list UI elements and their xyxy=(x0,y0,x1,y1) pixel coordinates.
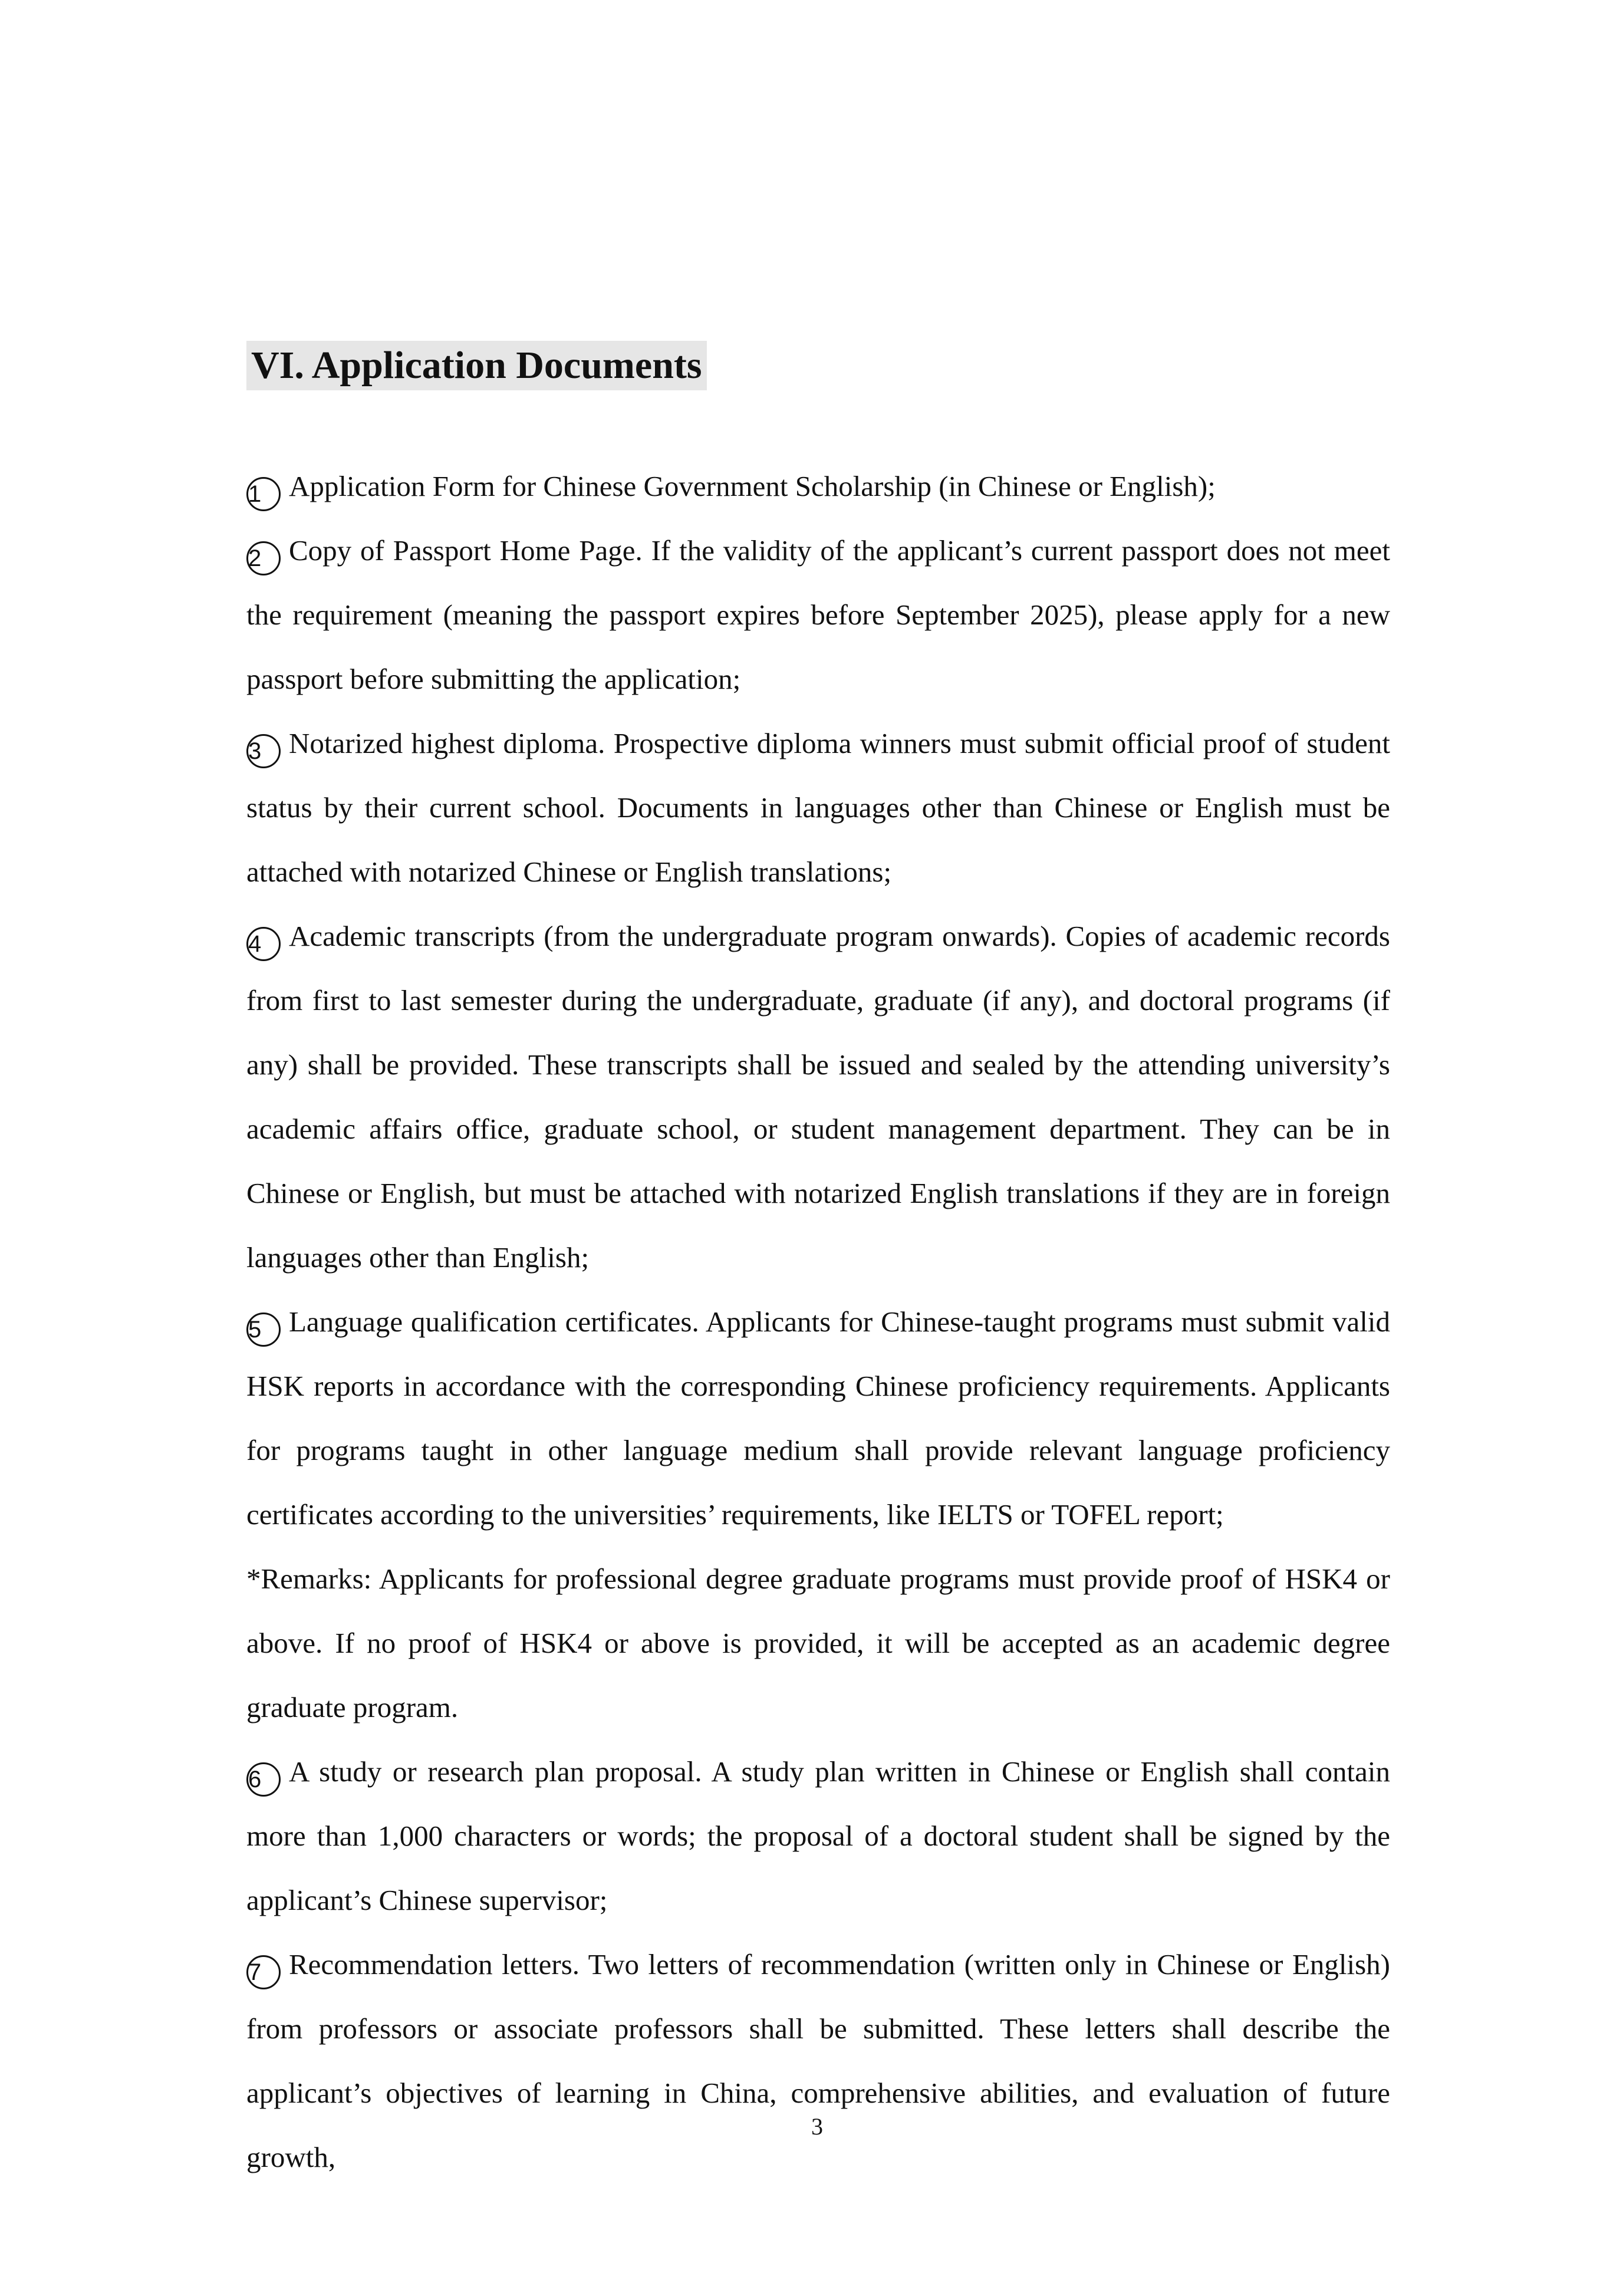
section-heading: VI. Application Documents xyxy=(246,341,707,390)
list-item-recommendation-letters xyxy=(246,1932,1390,2189)
circled-number-6: 6 xyxy=(246,1762,281,1797)
circled-number-4: 4 xyxy=(246,927,281,961)
remarks-text: *Remarks: Applicants for professional degree graduate programs must provide proof of HSK4 or above. If no proof of HSK4 or above is provided, it will be accepted as an academic degree graduate program. xyxy=(246,1563,1390,1723)
circled-number-2: 2 xyxy=(246,541,281,575)
list-item-text: Notarized highest diploma. Prospective diploma winners must submit official proof of student status by their current school. Documents in languages other than Chinese or English must be attached with notarized Chinese or English translations; xyxy=(246,727,1390,888)
list-item-text: Recommendation letters. Two letters of recommendation (written only in Chinese or English) from professors or associate professors shall be submitted. These letters shall describe the applicant’s objectives of learning in China, comprehensive abilities, and evaluation of future growth, xyxy=(246,1948,1390,2173)
list-item-diploma xyxy=(246,711,1390,904)
list-item-language-certificates xyxy=(246,1290,1390,1547)
list-item-text: Language qualification certificates. Applicants for Chinese-taught programs must submit valid HSK reports in accordance with the corresponding Chinese proficiency requirements. Applicants for programs taught in other language medium shall provide relevant language proficiency certificates according to the universities’ requirements, like IELTS or TOFEL report; xyxy=(246,1305,1390,1531)
circled-number-5: 5 xyxy=(246,1313,281,1347)
list-item-text: A study or research plan proposal. A study plan written in Chinese or English shall contain more than 1,000 characters or words; the proposal of a doctoral student shall be signed by the applicant’s Chinese supervisor; xyxy=(246,1755,1390,1916)
list-item-passport-copy xyxy=(246,518,1390,711)
circled-number-1: 1 xyxy=(246,477,281,511)
circled-number-7: 7 xyxy=(246,1955,281,1989)
list-item-text: Academic transcripts (from the undergraduate program onwards). Copies of academic records from first to last semester during the undergraduate, graduate (if any), and doctoral programs (if any) shall be provided. These transcripts shall be issued and sealed by the attending university’s academic affairs office, graduate school, or student management department. They can be in Chinese or English, but must be attached with notarized English translations if they are in foreign languages other than English; xyxy=(246,920,1390,1274)
document-body xyxy=(246,454,1390,2189)
remarks-paragraph xyxy=(246,1547,1390,1739)
list-item-passport-form xyxy=(246,454,1390,518)
list-item-study-plan xyxy=(246,1739,1390,1932)
list-item-transcripts xyxy=(246,904,1390,1290)
list-item-text: Copy of Passport Home Page. If the validity of the applicant’s current passport does not meet the requirement (meaning the passport expires before September 2025), please apply for a new passport before submitting the application; xyxy=(246,534,1390,695)
list-item-text: Application Form for Chinese Government Scholarship (in Chinese or English); xyxy=(289,470,1216,502)
page-number: 3 xyxy=(811,2113,823,2140)
circled-number-3: 3 xyxy=(246,734,281,768)
